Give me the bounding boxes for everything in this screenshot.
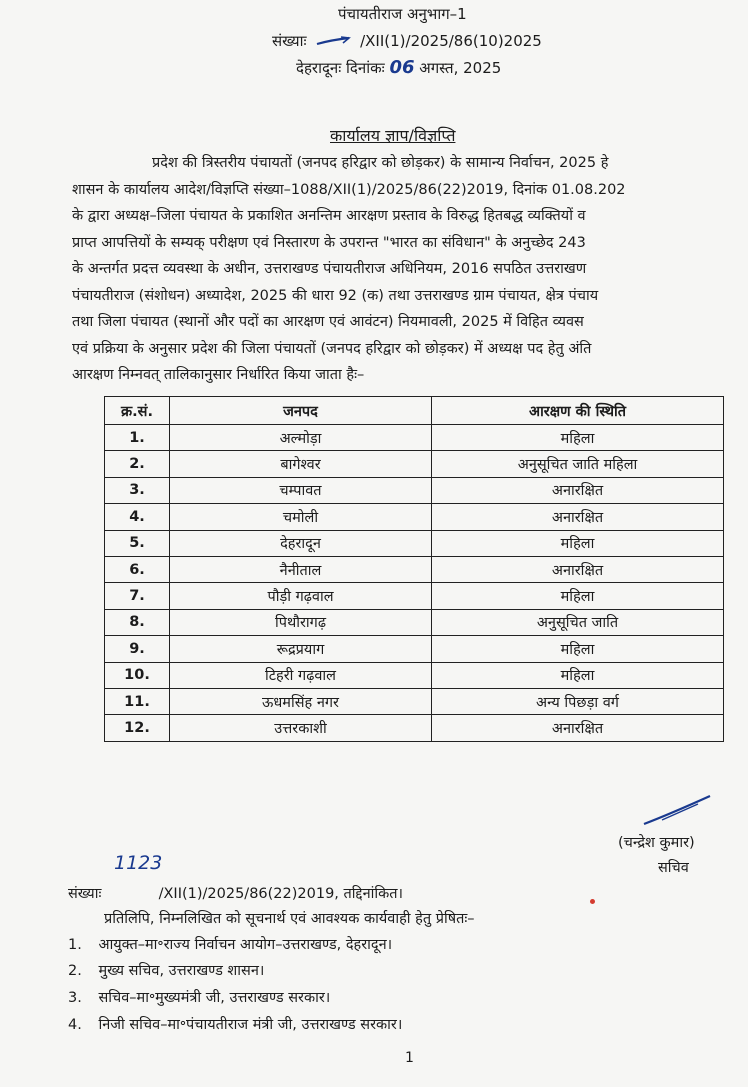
status-cell: अनुसूचित जाति महिला [432, 451, 724, 477]
district-cell: ऊधमसिंह नगर [170, 688, 432, 714]
district-cell: बागेश्वर [170, 451, 432, 477]
district-cell: उत्तरकाशी [170, 715, 432, 741]
table-row [105, 530, 724, 556]
recipient-text: आयुक्त–मा॰राज्य निर्वाचन आयोग–उत्तराखण्ड, देहरादून। [98, 937, 393, 953]
table-row [105, 662, 724, 688]
serial-cell: 12. [105, 715, 170, 741]
body-line: प्रदेश की त्रिस्तरीय पंचायतों (जनपद हरिद्वार को छोड़कर) के सामान्य निर्वाचन, 2025 हे [152, 155, 609, 171]
date-rest: अगस्त, 2025 [419, 59, 502, 77]
number-value: /XII(1)/2025/86(10)2025 [360, 32, 542, 50]
department-heading: पंचायतीराज अनुभाग–1 [338, 5, 467, 23]
serial-cell: 9. [105, 636, 170, 662]
list-item [68, 987, 330, 1007]
body-line: आरक्षण निम्नवत् तालिकानुसार निर्धारित किया जाता हैः– [72, 367, 365, 383]
serial-cell: 3. [105, 477, 170, 503]
district-cell: चम्पावत [170, 477, 432, 503]
red-ink-dot [590, 899, 595, 904]
status-cell: महिला [432, 425, 724, 451]
number-label: संख्याः [272, 32, 307, 50]
page-number: 1 [405, 1050, 414, 1066]
recipient-num: 1. [68, 937, 82, 953]
place-date [296, 57, 501, 78]
handwritten-date-day: 06 [389, 57, 415, 78]
reference-number [272, 31, 542, 51]
copy-number-value: /XII(1)/2025/86(22)2019, तद्दिनांकित। [158, 886, 404, 902]
district-cell: टिहरी गढ़वाल [170, 662, 432, 688]
body-line: एवं प्रक्रिया के अनुसार प्रदेश की जिला पंचायतों (जनपद हरिद्वार को छोड़कर) में अध्यक्ष पद हेतु अंति [72, 340, 592, 357]
status-cell: अनुसूचित जाति [432, 609, 724, 635]
table-row [105, 504, 724, 530]
serial-cell: 8. [105, 609, 170, 635]
recipient-text: निजी सचिव–मा॰पंचायतीराज मंत्री जी, उत्तराखण्ड सरकार। [98, 1017, 403, 1033]
district-cell: नैनीताल [170, 556, 432, 582]
recipient-num: 4. [68, 1017, 82, 1033]
recipient-text: सचिव–मा॰मुख्यमंत्री जी, उत्तराखण्ड सरकार। [98, 990, 331, 1006]
body-line: पंचायतीराज (संशोधन) अध्यादेश, 2025 की धारा 92 (क) तथा उत्तराखण्ड ग्राम पंचायत, क्षेत्र पंचाय [72, 287, 599, 304]
signature-stroke [640, 790, 720, 830]
handwritten-dash-mark [313, 35, 353, 49]
status-cell: अनारक्षित [432, 477, 724, 503]
status-cell: अनारक्षित [432, 556, 724, 582]
table-row [105, 425, 724, 451]
district-cell: रूद्रप्रयाग [170, 636, 432, 662]
copy-number-label: संख्याः [68, 886, 102, 902]
recipient-num: 2. [68, 963, 82, 979]
serial-cell: 1. [105, 425, 170, 451]
table-row [105, 636, 724, 662]
table-row [105, 556, 724, 582]
body-paragraph [72, 150, 748, 389]
table-row [105, 609, 724, 635]
copy-reference [68, 883, 403, 903]
table-row [105, 477, 724, 503]
document-title: कार्यालय ज्ञाप/विज्ञप्ति [330, 126, 456, 145]
district-cell: पिथौरागढ़ [170, 609, 432, 635]
table-row [105, 688, 724, 714]
signatory-name: (चन्द्रेश कुमार) [618, 835, 695, 851]
column-header-status: आरक्षण की स्थिति [432, 397, 724, 425]
column-header-district: जनपद [170, 397, 432, 425]
signatory-designation: सचिव [658, 860, 689, 876]
list-item [68, 960, 264, 980]
table-header-row [105, 397, 724, 425]
status-cell: अन्य पिछड़ा वर्ग [432, 688, 724, 714]
table-row [105, 583, 724, 609]
district-cell: देहरादून [170, 530, 432, 556]
column-header-serial: क्र.सं. [105, 397, 170, 425]
recipient-num: 3. [68, 990, 82, 1006]
serial-cell: 7. [105, 583, 170, 609]
recipient-text: मुख्य सचिव, उत्तराखण्ड शासन। [98, 963, 265, 979]
district-cell: चमोली [170, 504, 432, 530]
status-cell: अनारक्षित [432, 715, 724, 741]
body-line: तथा जिला पंचायत (स्थानों और पदों का आरक्षण एवं आवंटन) नियमावली, 2025 में विहित व्यवस [72, 314, 584, 330]
status-cell: महिला [432, 636, 724, 662]
copy-intro: प्रतिलिपि, निम्नलिखित को सूचनार्थ एवं आवश्यक कार्यवाही हेतु प्रेषितः– [104, 911, 475, 927]
body-line: के द्वारा अध्यक्ष–जिला पंचायत के प्रकाशित अनन्तिम आरक्षण प्रस्ताव के विरुद्ध हितबद्ध व्यक्तियों व [72, 208, 586, 224]
serial-cell: 2. [105, 451, 170, 477]
serial-cell: 10. [105, 662, 170, 688]
handwritten-dispatch-number: 1123 [114, 852, 163, 874]
status-cell: महिला [432, 662, 724, 688]
body-line: प्राप्त आपत्तियों के सम्यक् परीक्षण एवं निस्तारण के उपरान्त "भारत का संविधान" के अनुच्छेद 243 [72, 234, 586, 251]
serial-cell: 6. [105, 556, 170, 582]
serial-cell: 5. [105, 530, 170, 556]
table-row [105, 715, 724, 741]
serial-cell: 4. [105, 504, 170, 530]
body-line: शासन के कार्यालय आदेश/विज्ञप्ति संख्या–1088/XII(1)/2025/86(22)2019, दिनांक 01.08.202 [72, 181, 626, 198]
table-row [105, 451, 724, 477]
district-cell: अल्मोड़ा [170, 425, 432, 451]
place-date-label: देहरादूनः दिनांकः [296, 59, 385, 77]
district-cell: पौड़ी गढ़वाल [170, 583, 432, 609]
status-cell: अनारक्षित [432, 504, 724, 530]
list-item [68, 1014, 402, 1034]
reservation-table [104, 396, 724, 742]
list-item [68, 934, 392, 954]
status-cell: महिला [432, 530, 724, 556]
status-cell: महिला [432, 583, 724, 609]
serial-cell: 11. [105, 688, 170, 714]
body-line: के अन्तर्गत प्रदत्त व्यवस्था के अधीन, उत्तराखण्ड पंचायतीराज अधिनियम, 2016 सपठित उत्तराखण [72, 261, 587, 277]
